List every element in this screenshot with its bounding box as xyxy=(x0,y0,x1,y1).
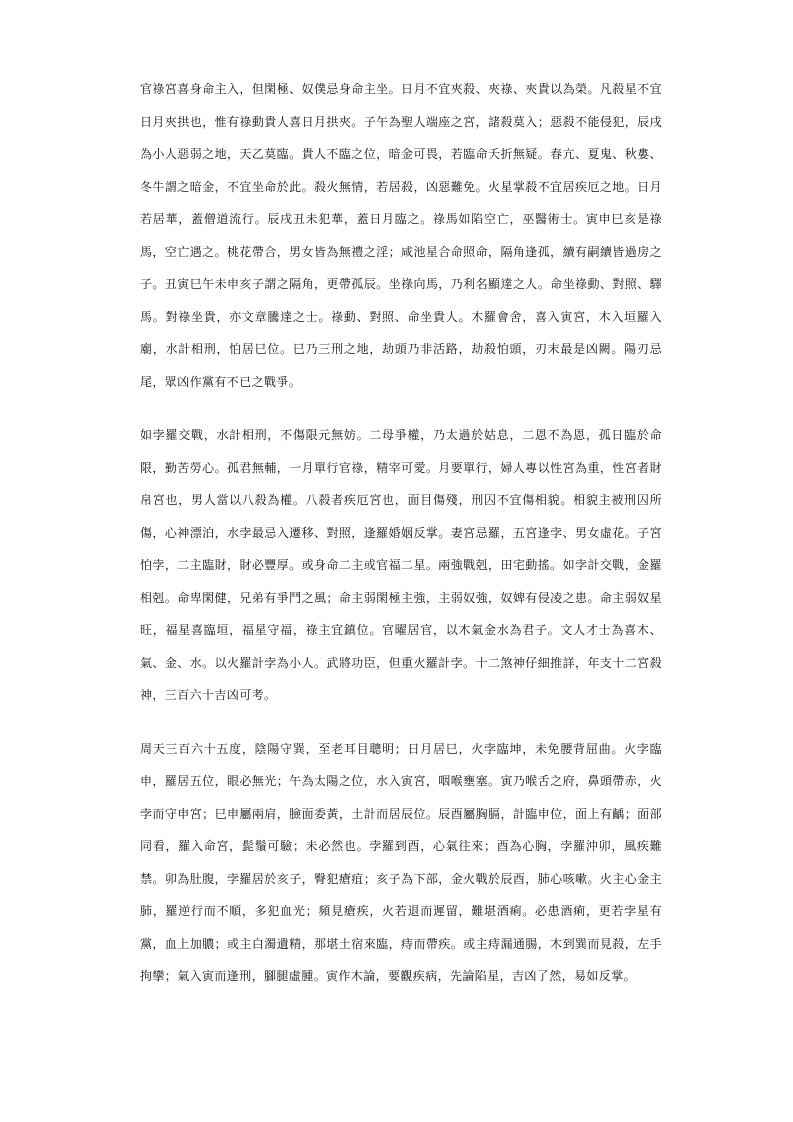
document-page xyxy=(140,73,662,993)
paragraph-3: 周天三百六十五度，陰陽守巽，至老耳目聰明；日月居巳，火孛臨坤，未免腰背屈曲。火孛臨申，羅居五位，眼必無光；午為太陽之位，水入寅宮，咽喉壅塞。寅乃喉舌之府，鼻頭帶赤，火孛而守申宮；巳申屬兩肩，臉面委黃，土計而居辰位。辰酉屬胸膈，計臨申位，面上有齲；面部同看，羅入命宮，髭鬚可驗；未必然也。孛羅到酉，心氣往來；酉為心胸，孛羅沖卯，風疾難禁。卯為肚腹，孛羅居於亥子，臀犯瘡疽；亥子為下部，金火戰於辰酉，肺心咳嗽。火主心金主肺，羅逆行而不順，多犯血光；頻見瘡疾，火若退而遲留，難堪酒痢。必患酒痢，更若孛星有黨，血上加膿；或主白濁遺精，那堪土宿來臨，痔而帶疾。或主痔漏通腸，木到巽而見殺，左手拘攣；氣入寅而逢刑，腳腿虛腫。寅作木論，要觀疾病，先論陷星，吉凶了然，易如反掌。 xyxy=(140,741,662,983)
paragraph-2: 如孛羅交戰，水計相刑，不傷限元無妨。二母爭權，乃太過於姑息，二恩不為恩，孤日臨於命限，勤苦勞心。孤君無輔，一月單行官祿，精宰可愛。月要單行，婦人專以性宮為重，性宮者財帛宮也，男人當以八殺為權。八殺者疾厄宮也，面目傷殘，刑囚不宜傷相貌。相貌主被刑囚所傷，心神漂泊，水孛最忌入遷移、對照，逢羅婚姻反掌。妻宮忌羅，五宮逢孛、男女虛花。子宮怕孛，二主臨財，財必豐厚。或身命二主或官福二星。兩強戰剋，田宅動搖。如孛計交戰，金羅相剋。命卑閑健，兄弟有爭鬥之風；命主弱閑極主強，主弱奴強，奴婢有侵凌之患。命主弱奴星旺，福星喜臨垣，福星守福，祿主宜鎮位。官曜居官，以木氣金水為君子。文人才士為喜木、氣、金、水。以火羅計孛為小人。武將功臣，但重火羅計孛。十二煞神仔細推詳，年支十二宮殺神，三百六十吉凶可考。 xyxy=(140,428,662,702)
paragraph-1: 官祿宮喜身命主入，但閑極、奴僕忌身命主坐。日月不宜夾殺、夾祿、夾貴以為榮。凡殺星不宜日月夾拱也，惟有祿動貴人喜日月拱夾。子午為聖人端座之宮，諸殺莫入；惡殺不能侵犯，辰戌為小人惡弱之地，天乙莫臨。貴人不臨之位，暗金可畏，若臨命夭折無疑。春亢、夏鬼、秋婁、冬牛謂之暗金，不宜坐命於此。殺火無情，若居殺，凶惡難免。火星掌殺不宜居疾厄之地。日月若居華，蓋僧道流行。辰戌丑未犯華，蓋日月臨之。祿馬如陷空亡，巫醫術士。寅申巳亥是祿馬，空亡遇之。桃花帶合，男女皆為無禮之淫；咸池星合命照命，隔角逢孤，續有嗣續皆過房之子。丑寅巳午未申亥子謂之隔角，更帶孤辰。坐祿向馬，乃利名顯達之人。命坐祿動、對照、驛馬。對祿坐貴，亦文章騰達之士。祿動、對照、命坐貴人。木羅會舍，喜入寅宮，木入垣羅入廟，水計相刑，怕居巳位。巳乃三刑之地，劫頭乃非活路，劫殺怕頭，刃末最是凶闕。陽刃忌尾，眾凶作黨有不已之戰爭。 xyxy=(140,82,662,389)
